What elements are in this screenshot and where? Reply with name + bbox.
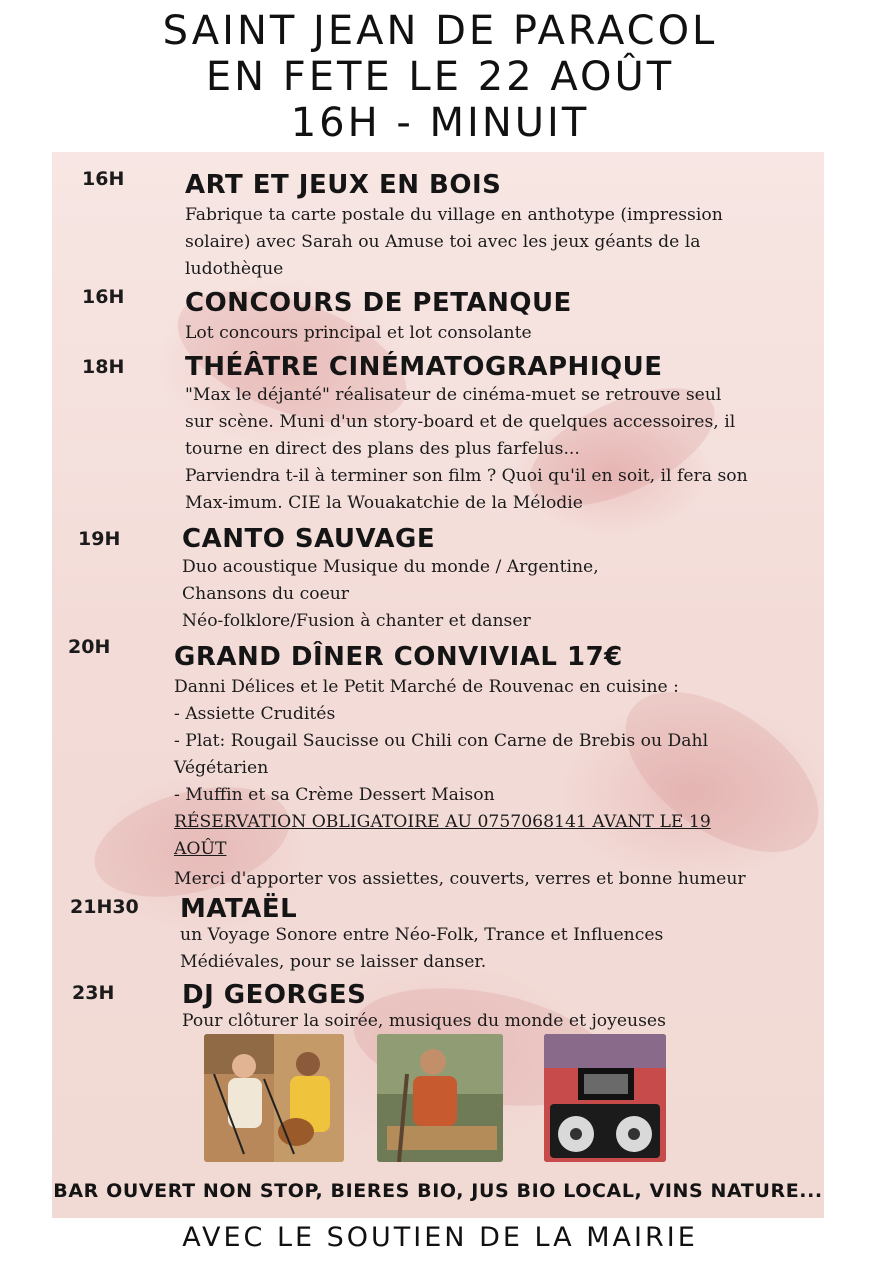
event-description: Duo acoustique Musique du monde / Argentine, Chansons du coeur Néo-folklore/Fusion à chanter et danser [182,557,599,631]
event-description: un Voyage Sonore entre Néo-Folk, Trance et Influences Médiévales, pour se laisser danser. [180,925,664,972]
event-title: GRAND DÎNER CONVIVIAL 17€ [174,642,623,672]
bar-banner: BAR OUVERT NON STOP, BIERES BIO, JUS BIO LOCAL, VINS NATURE... [53,1180,823,1202]
poster-title-line-1: SAINT JEAN DE PARACOL [162,8,718,54]
dinner-note: Merci d'apporter vos assiettes, couverts, verres et bonne humeur [174,869,746,889]
event-title: CONCOURS DE PETANQUE [185,288,572,318]
photo-canto-sauvage [204,1034,344,1162]
footer-sponsor: AVEC LE SOUTIEN DE LA MAIRIE [182,1222,698,1253]
event-title: DJ GEORGES [182,980,367,1010]
event-time: 18H [82,356,125,378]
event-time: 16H [82,286,125,308]
event-description: Pour clôturer la soirée, musiques du monde et joyeuses [182,1011,666,1031]
reservation-notice: RÉSERVATION OBLIGATOIRE AU 0757068141 AVANT LE 19 AOÛT [174,812,711,859]
program-panel [52,152,824,1218]
event-title: THÉÂTRE CINÉMATOGRAPHIQUE [185,352,663,382]
event-time: 16H [82,168,125,190]
event-time: 20H [68,636,111,658]
event-time: 19H [78,528,121,550]
event-description: Danni Délices et le Petit Marché de Rouvenac en cuisine : - Assiette Crudités - Plat: Rougail Saucisse ou Chili con Carne de Brebis ou Dahl Végétarien - Muffin et sa Crème Dessert Maison [174,677,709,805]
event-description: "Max le déjanté" réalisateur de cinéma-muet se retrouve seul sur scène. Muni d'un story-board et de quelques accessoires, il tourne en direct des plans des plus farfelus... Parviendra t-il à terminer son film ? Quoi qu'il en soit, il fera son Max-imum. CIE la Wouakatchie de la Mélodie [185,385,748,513]
event-title: CANTO SAUVAGE [182,524,436,554]
photo-matael [377,1034,503,1162]
event-description: Lot concours principal et lot consolante [185,323,532,343]
poster-header [0,8,880,146]
poster-title-line-2: EN FETE LE 22 AOÛT [205,54,675,100]
photo-dj-georges [544,1034,666,1162]
event-title: ART ET JEUX EN BOIS [185,170,502,200]
event-time: 21H30 [70,896,139,918]
event-title: MATAËL [180,894,298,924]
event-time: 23H [72,982,115,1004]
event-description: Fabrique ta carte postale du village en anthotype (impression solaire) avec Sarah ou Amuse toi avec les jeux géants de la ludothèque [185,205,723,279]
poster-title-line-3: 16H - MINUIT [290,100,590,146]
